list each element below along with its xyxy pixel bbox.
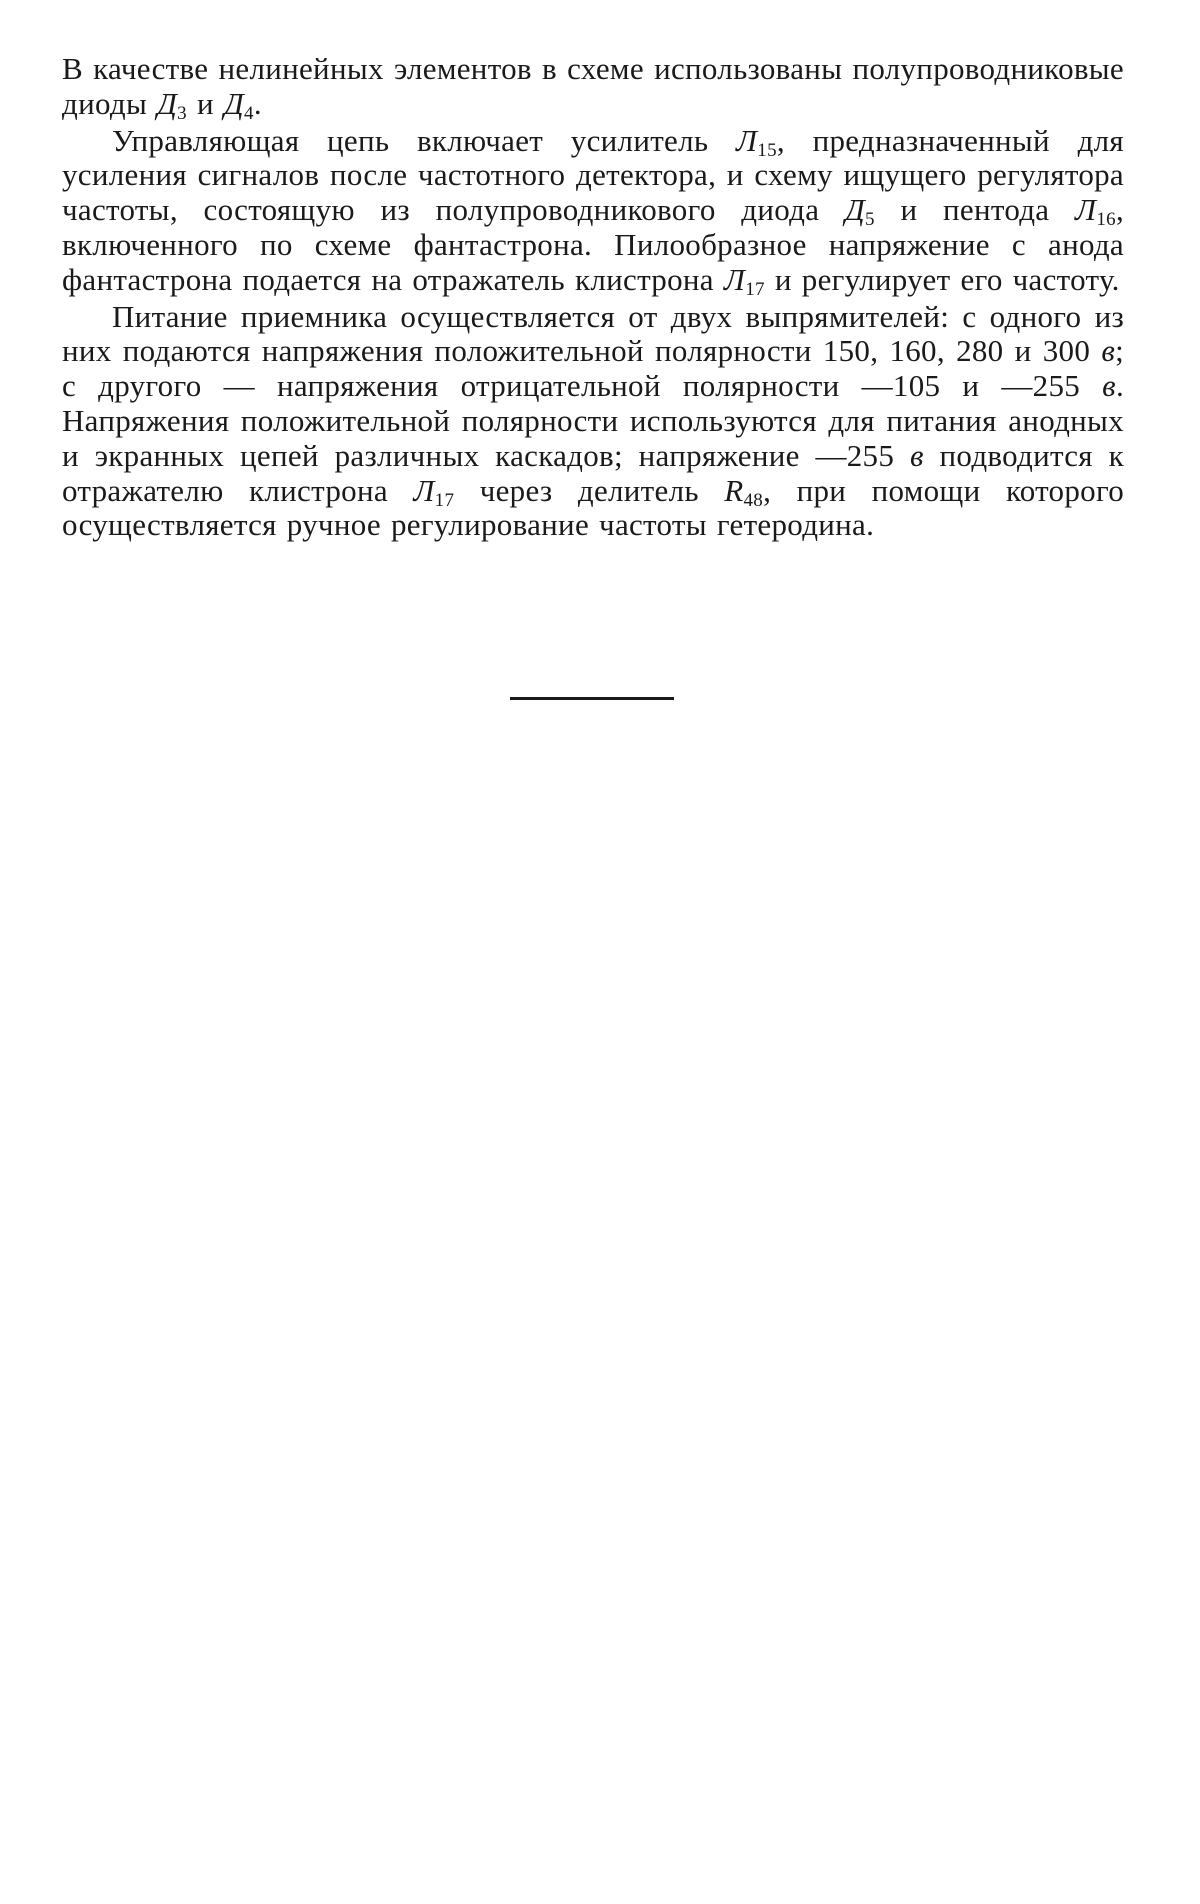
symbol bbox=[1075, 192, 1116, 231]
paragraph-3 bbox=[62, 300, 1124, 544]
section-divider bbox=[510, 697, 674, 700]
symbol-subscript: 48 bbox=[743, 489, 764, 511]
symbol-subscript: 17 bbox=[434, 489, 455, 511]
symbol bbox=[223, 85, 254, 124]
symbol-subscript: 15 bbox=[757, 139, 777, 161]
symbol-subscript: 4 bbox=[244, 102, 254, 124]
symbol-letter: Л bbox=[723, 261, 746, 297]
text-run: ; с другого — напряжения отрицательной полярности —105 и —255 bbox=[62, 333, 1124, 404]
symbol-letter: Д bbox=[157, 85, 178, 121]
symbol bbox=[1102, 368, 1116, 403]
symbol-letter: Д bbox=[223, 85, 244, 121]
paragraph-2 bbox=[62, 124, 1124, 298]
text-run: . bbox=[253, 85, 262, 121]
text-run: В качестве нелинейных элементов в схеме использованы полупроводниковые диоды bbox=[62, 51, 1124, 121]
text-run: Питание приемника осуществляется от двух выпрямителей: с одного из них подаются напряжения положительной полярности 150, 160, 280 и 300 bbox=[62, 298, 1124, 369]
symbol-letter: в bbox=[1101, 333, 1116, 369]
symbol-subscript: 3 bbox=[177, 102, 187, 124]
text-run: подводится к отражателю клистрона bbox=[62, 437, 1124, 508]
symbol-letter: в bbox=[1102, 368, 1116, 404]
symbol-letter: Л bbox=[735, 122, 758, 158]
symbol-letter: R bbox=[724, 472, 744, 508]
symbol-subscript: 17 bbox=[745, 278, 765, 300]
symbol bbox=[910, 438, 924, 473]
text-run: и bbox=[186, 85, 224, 121]
paragraph-1 bbox=[62, 52, 1124, 122]
document-body bbox=[62, 52, 1124, 543]
symbol-letter: Л bbox=[1075, 192, 1097, 228]
text-run: через делитель bbox=[454, 472, 725, 508]
symbol-letter: в bbox=[909, 437, 924, 473]
text-run: и регулирует его частоту. bbox=[764, 261, 1120, 297]
symbol-subscript: 16 bbox=[1096, 209, 1116, 231]
text-run: и пентода bbox=[874, 192, 1076, 228]
text-run: . Напряжения положительной полярности используются для питания анодных и экранных цепей различных каскадов; напряжение —255 bbox=[62, 368, 1124, 473]
text-run: Управляющая цепь включает усилитель bbox=[112, 122, 736, 158]
symbol bbox=[724, 472, 764, 511]
symbol-subscript: 5 bbox=[865, 209, 875, 231]
symbol bbox=[723, 261, 765, 300]
text-run: , предназначенный для усиления сигналов после частотного детектора, и схему ищущего регулятора частоты, состоящую из полупроводникового диода bbox=[62, 122, 1124, 228]
symbol bbox=[1101, 333, 1115, 368]
symbol bbox=[844, 192, 875, 231]
symbol bbox=[735, 122, 777, 161]
symbol-letter: Л bbox=[413, 472, 435, 508]
text-run: , при помощи которого осуществляется ручное регулирование частоты гетеродина. bbox=[62, 472, 1124, 543]
symbol bbox=[157, 85, 187, 124]
text-run: , включенного по схеме фантастрона. Пилообразное напряжение с анода фантастрона подается на отражатель клистрона bbox=[62, 192, 1125, 297]
symbol-letter: Д bbox=[844, 192, 865, 228]
symbol bbox=[413, 472, 455, 511]
